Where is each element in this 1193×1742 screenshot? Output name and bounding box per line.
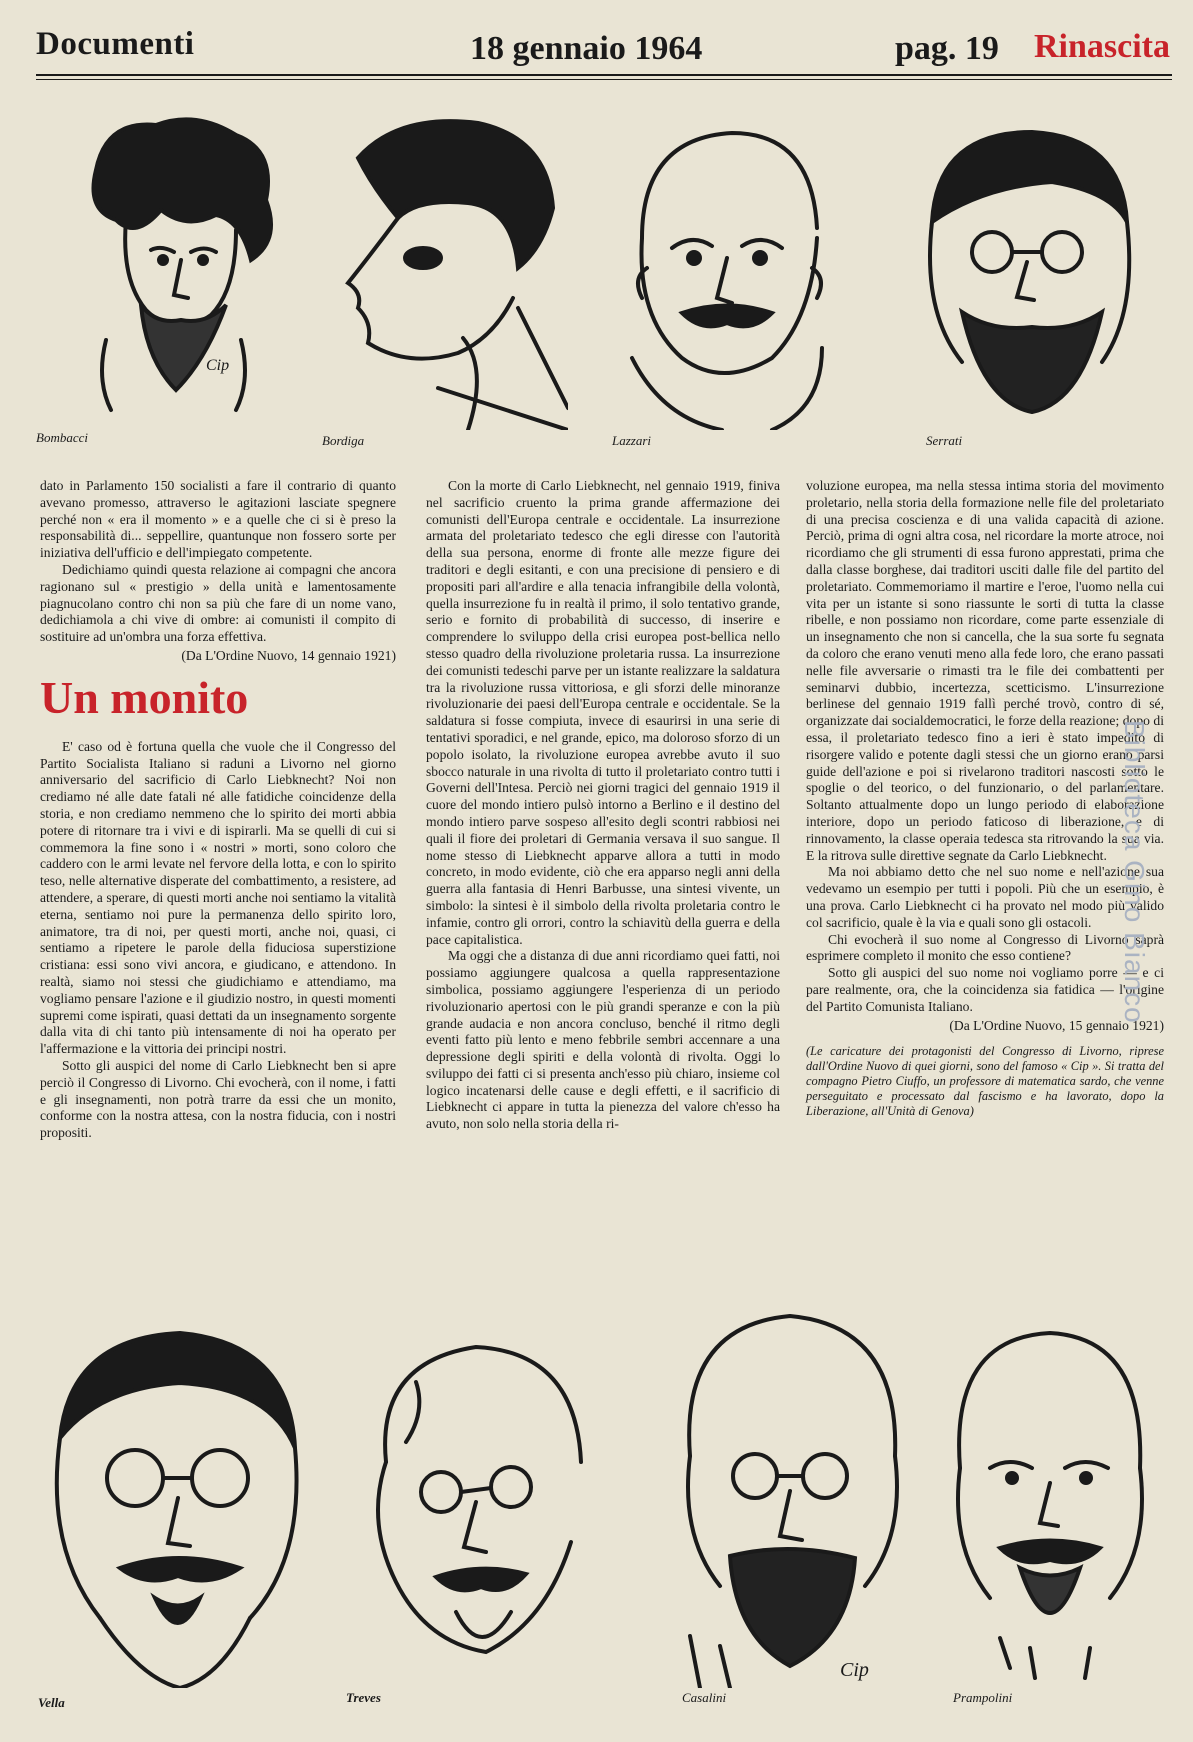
paragraph: E' caso od è fortuna quella che vuole che il Congresso del Partito Socialista Italiano si raduni a Livorno nel giorno anniversario del sacrificio di Carlo Liebknecht? Noi non crediamo né alle date fatali né alle fatidiche coincidenze della storia, e non crediamo nemmeno che lo spirito dei morti abbia potere di ritornare tra i vivi e di ispirarli. Ma se quelli di cui si commemora la fine sono i « nostri » morti, sono coloro che caddero con le armi levate nel fervore della lotta, e con lo spirito teso, nelle alternative disperate del combattimento, a resistere, ad attendere, a sperare, di questi morti anche noi sentiamo la vitalità eterna, sentiamo noi pure la permanenza dello spirito loro, animatore, tra di noi, per questi morti, anche noi, quasi, ci sentiamo a ripetere le parole della fiduciosa superstizione cristiana: essi sono vivi ancora, e giudicano, e attendono. In realtà, siamo noi stessi che giudichiamo e attendiamo, ma vogliamo pensare l'azione e il giudizio nostro, in questi momenti supremi come ispirati, quasi dettati da un insegnamento sorgente dalla vita di chi tanto più intensamente di noi ha operato per l'affermazione e la vittoria dei principi nostri. — [40, 738, 396, 1057]
article-heading: Un monito — [40, 671, 249, 723]
article-column-2 — [426, 478, 780, 1133]
caricature-bombacci — [66, 110, 286, 430]
page-header — [0, 0, 1193, 90]
caption-bombacci: Bombacci — [36, 430, 88, 445]
article-column-3 — [806, 478, 1164, 1119]
signature-mark: Cip — [206, 357, 230, 374]
paragraph: Sotto gli auspici del suo nome noi vogliamo porre — e ci pare realmente, ora, che la coincidenza sia fatidica — l'origine del Partito Comunista Italiano. — [806, 965, 1164, 1014]
caption-serrati: Serrati — [926, 433, 963, 448]
caricature-note: (Le caricature dei protagonisti del Congresso di Livorno, riprese dall'Ordine Nuovo di quei giorni, sono del famoso « Cip ». Si tratta del compagno Pietro Ciuffo, un professore di matematica sardo, che venne perseguitato e processato dal fascismo e ha lavorato, dopo la Liberazione, all'Unità di Genova) — [806, 1044, 1164, 1119]
library-watermark: Biblioteca Gino Bianco — [1119, 720, 1150, 1024]
paragraph: Ma noi abbiamo detto che nel suo nome e nell'azione sua vedevamo un esempio per tutti i popoli. Più che un esempio, è una prova. Carlo Liebknecht ci ha provato nel modo più valido col sacrificio, quale è la via e quali sono gli ostacoli. — [806, 864, 1164, 930]
article-column-1 — [40, 478, 396, 1142]
caption-bordiga: Bordiga — [322, 433, 365, 448]
paragraph: Sotto gli auspici del nome di Carlo Liebknecht ben si apre perciò il Congresso di Livorno. Chi evocherà, con il nome, i fatti e gli insegnamenti, non potrà trarre da essi che un monito, conforme con la nostra attesa, con la nostra fiducia, con i nostri propositi. — [40, 1057, 396, 1141]
caricature-serrati — [912, 112, 1142, 430]
caricature-casalini — [660, 1296, 920, 1688]
source-citation: (Da L'Ordine Nuovo, 14 gennaio 1921) — [181, 647, 396, 663]
source-citation: (Da L'Ordine Nuovo, 15 gennaio 1921) — [949, 1017, 1164, 1033]
masthead-logo: Rinascita — [1034, 28, 1170, 65]
caricature-lazzari — [622, 118, 832, 430]
caption-vella: Vella — [38, 1695, 65, 1710]
paragraph: Chi evocherà il suo nome al Congresso di Livorno saprà esprimere completo il monito che esso contiene? — [806, 931, 1164, 964]
caption-treves: Treves — [346, 1690, 381, 1705]
paragraph: Dedichiamo quindi questa relazione ai compagni che ancora ragionano sul « prestigio » della unità e lamentosamente piagnucolano contro chi non sa più che fare di un nome vano, dedichiamola a chi vive di ombre: ai comunisti il compito di sostituire ad un'ombra una forza effettiva. — [40, 561, 396, 645]
header-rule — [36, 74, 1172, 76]
caption-prampolini: Prampolini — [953, 1690, 1013, 1705]
caricature-treves — [346, 1322, 596, 1688]
paragraph: dato in Parlamento 150 socialisti a fare il contrario di quanto avevano promesso, attraverso le agitazioni lasciate spegnere perché non « era il momento » e a quelle che ci si è preso la responsabilità di... seppellire, quantunque non fossero sorte per iniziativa dell'ufficio e dell'impiegato competente. — [40, 478, 396, 561]
signature-mark: Cip — [840, 1659, 869, 1681]
page-number: pag. 19 — [895, 30, 999, 67]
caption-lazzari: Lazzari — [612, 433, 652, 448]
caricature-prampolini — [940, 1318, 1152, 1688]
caricature-bordiga — [318, 108, 568, 430]
caricature-vella — [40, 1318, 310, 1688]
issue-date: 18 gennaio 1964 — [470, 30, 703, 67]
caption-casalini: Casalini — [682, 1690, 727, 1705]
paragraph: Ma oggi che a distanza di due anni ricordiamo quei fatti, noi possiamo aggiungere qualcosa a quella rappresentazione simbolica, possiamo aggiungere l'esperienza di un periodo rivoluzionario apertosi con le più grandi speranze e con la più grande audacia e non ancora concluso, benché il ritmo degli eventi fatto più lento e meno febbrile sembri accennare a una depressione degli spiriti e della volontà di rivolta. Oggi lo sviluppo dei fatti ci si presenta anch'esso più chiaro, insieme col logico incatenarsi delle cause e degli effetti, e il sacrificio di Liebknecht ci appare in tutta la pienezza del valore ch'esso ha avuto, non solo nella storia della ri- — [426, 948, 780, 1132]
paragraph: voluzione europea, ma nella stessa intima storia del movimento proletario, nella storia della formazione nelle file del proletariato di una precisa coscienza e di una valida capacità di azione. Perciò, prima di ogni altra cosa, nel ricordare la morte atroce, noi ricordiamo che gli strumenti di essa furono apprestati, prima che dalla classe borghese, dai traditori usciti dalle file del partito del proletariato. Commemoriamo il martire e l'eroe, l'uomo nella cui vita per un istante si sono riassunte le sorti di tutta la classe ribelle, e non possiamo non ricordare, come parte essenziale di un insegnamento che non si cancella, che la sua sorte fu segnata da coloro che erano venuti meno alla fede loro, che erano passati nelle file avversarie o rimasti tra le file dei combattenti per seminarvi dubbio, incertezza, scetticismo. L'insurrezione berlinese del gennaio 1919 fallì perché trovò, contro di sé, organizzate dai socialdemocratici, le forze della reazione; dopo di essa, il proletariato tedesco fino a ieri è stato impedito di risorgere valido e potente dagli stessi che un giorno erano parsi guide dell'azione e poi si rivelarono traditori nascosti sotto le spoglie o del teorico, o del funzionario, o del parlamentare. Soltanto attualmente dopo un lungo periodo di elaborazione interiore, dopo un periodo faticoso di liberazione, e di rinnovamento, la classe operaia tedesca sta ritrovando la sua via. E la ritrova sulle direttive segnate da Carlo Liebknecht. — [806, 478, 1164, 863]
header-rule-thin — [36, 79, 1172, 80]
paragraph: Con la morte di Carlo Liebknecht, nel gennaio 1919, finiva nel sacrificio cruento la prima grande affermazione dei comunisti dell'Europa centrale e occidentale. La insurrezione armata del proletariato tedesco che egli diresse con l'autorità della sua persona, enorme di fronte alle mezze figure dei traditori e degli esitanti, e con una precisione di pensiero e di propositi pari all'ardire e alla tenacia infrangibile della volontà, quella insurrezione fu in realtà il primo, il solo tentativo grande, serio e fornito di probabilità di successo, di inserire e comprendere lo sviluppo della crisi europea post-bellica nello stesso quadro della rivoluzione proletaria russa. La insurrezione dei comunisti tedeschi parve per un istante realizzare la saldatura tra la rivoluzione russa vittoriosa, e gli sforzi delle minoranze rivoluzionarie dei paesi dell'Europa centrale e occidentale. Se la saldatura si fosse compiuta, invece di esaurirsi in una serie di tentativi sporadici, e nel grande, epico, ma doloroso sforzo di un popolo isolato, la rivoluzione europea avrebbe avuto il suo sbocco naturale in una rivolta di tutto il proletariato contro tutti i Governi dell'Intesa. Perciò nei giorni tragici del gennaio 1919 il cuore del mondo intiero pulsò intorno a Berlino e il destino del mondo intiero parve sospeso all'esito degli scontri rabbiosi nei quali il fiore dei proletari di Germania versava il suo sangue. Il nome stesso di Liebknecht apparve allora a tutti in modo concreto, in modo evidente, ciò che era apparso negli anni della guerra alla fantasia di Henri Barbusse, una sintesi vivente, un simbolo: la sintesi è il simbolo della rivolta proletaria contro le infamie, contro gli orrori, contro la schiavitù della guerra e della pace capitalistica. — [426, 478, 780, 947]
section-title: Documenti — [36, 26, 195, 62]
